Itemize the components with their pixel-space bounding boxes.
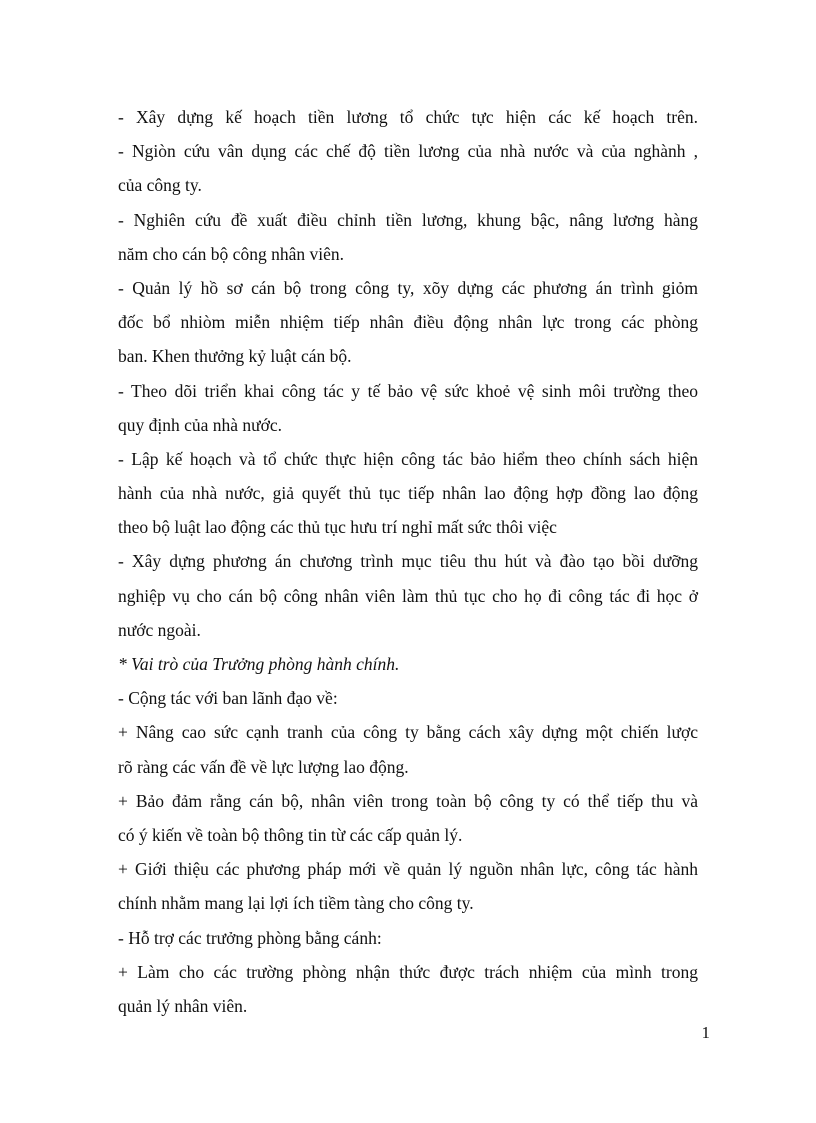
text-line: - Hỗ trợ các trưởng phòng bằng cánh: (118, 927, 382, 948)
text-line: năm cho cán bộ công nhân viên. (118, 243, 344, 264)
text-line: hành của nhà nước, giả quyết thủ tục tiếp nhân lao động hợp đồng lao động (118, 483, 698, 504)
text-line: - Ngiòn cứu vân dụng các chế độ tiền lương của nhà nước và của nghành , (118, 141, 698, 162)
text-line: - Xây dựng kế hoạch tiền lương tổ chức tực hiện các kế hoạch trên. (118, 107, 698, 127)
text-line: + Giới thiệu các phương pháp mới về quản lý nguồn nhân lực, công tác hành (118, 859, 698, 880)
text-line: quy định của nhà nước. (118, 414, 283, 435)
text-line: - Nghiên cứu đề xuất điều chỉnh tiền lương, khung bậc, nâng lương hàng (118, 209, 698, 230)
text-line: ban. Khen thưởng kỷ luật cán bộ. (118, 346, 352, 367)
text-line: + Nâng cao sức cạnh tranh của công ty bằng cách xây dựng một chiến lược (118, 722, 698, 743)
text-line: nước ngoài. (118, 619, 201, 640)
text-line: đốc bổ nhiòm miễn nhiệm tiếp nhân điều động nhân lực trong các phòng (118, 312, 698, 333)
page-number: 1 (701, 1023, 710, 1042)
text-line: - Xây dựng phương án chương trình mục tiêu thu hút và đào tạo bồi dưỡng (118, 551, 698, 572)
text-line: - Cộng tác với ban lãnh đạo về: (118, 688, 338, 709)
text-line: - Quản lý hồ sơ cán bộ trong công ty, xõy dựng các phương án trình giỏm (118, 277, 698, 298)
text-line: có ý kiến về toàn bộ thông tin từ các cấp quản lý. (118, 824, 463, 845)
text-line: của công ty. (118, 175, 202, 196)
text-line: theo bộ luật lao động các thủ tục hưu trí nghỉ mất sức thôi việc (118, 517, 557, 538)
body-text (118, 100, 698, 1023)
text-line: - Lập kế hoạch và tổ chức thực hiện công tác bảo hiểm theo chính sách hiện (118, 448, 698, 469)
text-line: nghiệp vụ cho cán bộ công nhân viên làm thủ tục cho họ đi công tác đi học ở (118, 585, 698, 606)
text-line: quản lý nhân viên. (118, 995, 248, 1016)
section-heading: * Vai trò của Trưởng phòng hành chính. (118, 654, 400, 674)
text-line: rõ ràng các vấn đề về lực lượng lao động. (118, 756, 409, 777)
text-line: - Theo dõi triển khai công tác y tế bảo vệ sức khoẻ vệ sinh môi trường theo (118, 380, 698, 401)
text-line: chính nhằm mang lại lợi ích tiềm tàng cho công ty. (118, 893, 474, 914)
text-line: + Bảo đảm rằng cán bộ, nhân viên trong toàn bộ công ty có thể tiếp thu và (118, 790, 698, 811)
text-line: + Làm cho các trường phòng nhận thức được trách nhiệm của mình trong (118, 961, 698, 982)
